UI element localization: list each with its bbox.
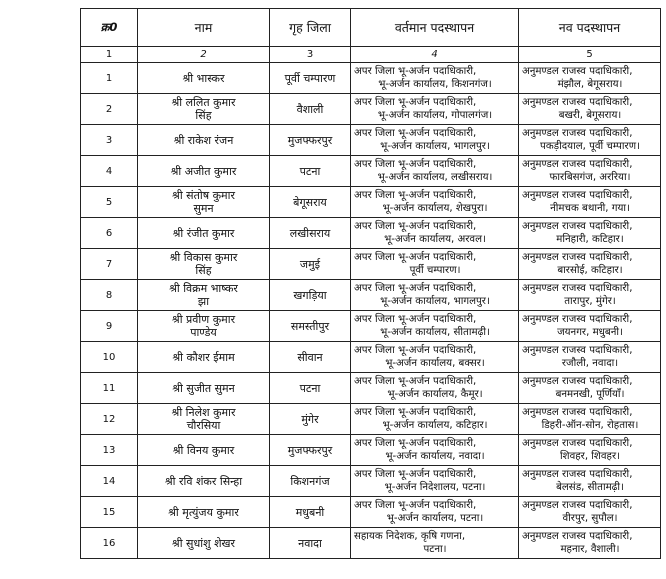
current-posting-line: अपर जिला भू-अर्जन पदाधिकारी, [354, 438, 477, 449]
table-row [81, 342, 661, 373]
new-posting-line: अनुमण्डल राजस्व पदाधिकारी, [522, 469, 633, 480]
current-posting-cell [351, 94, 519, 125]
current-posting-line: पूर्वी चम्पारण। [409, 265, 461, 276]
name-line: श्री मृत्युंजय कुमार [168, 505, 239, 519]
name-cell [138, 497, 270, 528]
serial-cell: 15 [81, 497, 138, 528]
serial-cell: 16 [81, 528, 138, 559]
new-posting-line: अनुमण्डल राजस्व पदाधिकारी, [522, 221, 633, 232]
column-number: 3 [270, 47, 351, 63]
new-posting-cell [519, 528, 661, 559]
name-line: श्री निलेश कुमार [171, 406, 236, 419]
home-district-cell: सीवान [270, 342, 351, 373]
current-posting-cell [351, 311, 519, 342]
new-posting-line: अनुमण्डल राजस्व पदाधिकारी, [522, 97, 633, 108]
serial-cell: 7 [81, 249, 138, 280]
new-posting-cell [519, 249, 661, 280]
current-posting-cell [351, 218, 519, 249]
new-posting-line: अनुमण्डल राजस्व पदाधिकारी, [522, 407, 633, 418]
current-posting-line: भू-अर्जन कार्यालय, लखीसराय। [377, 172, 493, 183]
current-posting-line: भू-अर्जन निदेशालय, पटना। [384, 482, 486, 493]
current-posting-line: भू-अर्जन कार्यालय, कटिहार। [382, 420, 488, 431]
new-posting-line: अनुमण्डल राजस्व पदाधिकारी, [522, 159, 633, 170]
name-cell [138, 280, 270, 311]
table-row [81, 311, 661, 342]
new-posting-line: शिवहर, शिवहर। [560, 451, 620, 462]
home-district-cell: पटना [270, 373, 351, 404]
table-row [81, 218, 661, 249]
transfer-posting-table [80, 8, 661, 559]
name-line: झा [197, 295, 210, 308]
new-posting-cell [519, 435, 661, 466]
current-posting-line: अपर जिला भू-अर्जन पदाधिकारी, [354, 469, 477, 480]
new-posting-cell [519, 156, 661, 187]
new-posting-line: पकड़ीदयाल, पूर्वी चम्पारण। [540, 141, 640, 152]
new-posting-line: नीमचक बथानी, गया। [550, 203, 630, 214]
home-district-cell: लखीसराय [270, 218, 351, 249]
current-posting-line: पटना। [423, 544, 447, 555]
current-posting-line: भू-अर्जन कार्यालय, कैमूर। [387, 389, 483, 400]
serial-cell: 4 [81, 156, 138, 187]
current-posting-line: अपर जिला भू-अर्जन पदाधिकारी, [354, 190, 477, 201]
current-posting-cell [351, 528, 519, 559]
name-line: श्री रवि शंकर सिन्हा [164, 474, 243, 488]
serial-cell: 6 [81, 218, 138, 249]
new-posting-line: अनुमण्डल राजस्व पदाधिकारी, [522, 345, 633, 356]
current-posting-line: भू-अर्जन कार्यालय, सीतामढ़ी। [380, 327, 490, 338]
column-number-row [81, 47, 661, 63]
serial-cell: 1 [81, 63, 138, 94]
current-posting-cell [351, 404, 519, 435]
home-district-cell: मुजफ्फरपुर [270, 125, 351, 156]
serial-cell: 11 [81, 373, 138, 404]
column-number: 4 [351, 47, 519, 63]
current-posting-cell [351, 435, 519, 466]
home-district-cell: बेगूसराय [270, 187, 351, 218]
current-posting-cell [351, 373, 519, 404]
new-posting-line: अनुमण्डल राजस्व पदाधिकारी, [522, 438, 633, 449]
table-row [81, 156, 661, 187]
home-district-cell: पूर्वी चम्पारण [270, 63, 351, 94]
name-cell [138, 373, 270, 404]
name-cell [138, 342, 270, 373]
current-posting-line: अपर जिला भू-अर्जन पदाधिकारी, [354, 314, 477, 325]
name-cell [138, 125, 270, 156]
current-posting-line: अपर जिला भू-अर्जन पदाधिकारी, [354, 345, 477, 356]
new-posting-line: रजौली, नवादा। [561, 358, 619, 369]
home-district-cell: नवादा [270, 528, 351, 559]
name-cell [138, 466, 270, 497]
name-line: श्री विनय कुमार [172, 443, 235, 457]
serial-cell: 9 [81, 311, 138, 342]
name-cell [138, 63, 270, 94]
name-line: चौरसिया [186, 419, 221, 432]
new-posting-line: अनुमण्डल राजस्व पदाधिकारी, [522, 283, 633, 294]
home-district-cell: पटना [270, 156, 351, 187]
new-posting-line: वीरपुर, सुपौल। [562, 513, 618, 524]
name-line: सुमन [193, 202, 214, 215]
current-posting-cell [351, 342, 519, 373]
name-line: श्री अजीत कुमार [170, 164, 237, 178]
name-line: श्री सुधांशु शेखर [171, 536, 236, 550]
current-posting-line: भू-अर्जन कार्यालय, किशनगंज। [378, 79, 492, 90]
header-current-posting: वर्तमान पदस्थापन [351, 9, 519, 47]
home-district-cell: वैशाली [270, 94, 351, 125]
table-row [81, 497, 661, 528]
header-home-district: गृह जिला [270, 9, 351, 47]
current-posting-line: अपर जिला भू-अर्जन पदाधिकारी, [354, 283, 477, 294]
serial-cell: 12 [81, 404, 138, 435]
serial-cell: 13 [81, 435, 138, 466]
current-posting-line: अपर जिला भू-अर्जन पदाधिकारी, [354, 221, 477, 232]
new-posting-line: अनुमण्डल राजस्व पदाधिकारी, [522, 66, 633, 77]
table-row [81, 528, 661, 559]
table-row [81, 249, 661, 280]
current-posting-cell [351, 497, 519, 528]
new-posting-line: मंझौल, बेगूसराय। [557, 79, 623, 90]
new-posting-line: बखरी, बेगूसराय। [558, 110, 622, 121]
new-posting-line: मनिहारी, कटिहार। [556, 234, 624, 245]
new-posting-cell [519, 187, 661, 218]
name-cell [138, 156, 270, 187]
current-posting-cell [351, 187, 519, 218]
home-district-cell: समस्तीपुर [270, 311, 351, 342]
name-line: श्री रंजीत कुमार [172, 226, 235, 240]
column-number: 5 [519, 47, 661, 63]
name-line: सिंह [195, 109, 212, 122]
home-district-cell: मुंगेर [270, 404, 351, 435]
table-row [81, 404, 661, 435]
new-posting-cell [519, 125, 661, 156]
serial-cell: 2 [81, 94, 138, 125]
header-name: नाम [138, 9, 270, 47]
current-posting-line: अपर जिला भू-अर्जन पदाधिकारी, [354, 500, 477, 511]
name-cell [138, 404, 270, 435]
new-posting-cell [519, 373, 661, 404]
table-body [81, 63, 661, 559]
new-posting-line: महनार, वैशाली। [560, 544, 620, 555]
home-district-cell: मुजफ्फरपुर [270, 435, 351, 466]
table-row [81, 466, 661, 497]
current-posting-line: अपर जिला भू-अर्जन पदाधिकारी, [354, 407, 477, 418]
new-posting-line: अनुमण्डल राजस्व पदाधिकारी, [522, 128, 633, 139]
current-posting-line: अपर जिला भू-अर्जन पदाधिकारी, [354, 159, 477, 170]
current-posting-line: भू-अर्जन कार्यालय, भागलपुर। [380, 141, 490, 152]
name-line: पाण्डेय [190, 326, 217, 339]
current-posting-line: भू-अर्जन कार्यालय, अरवल। [384, 234, 486, 245]
name-cell [138, 218, 270, 249]
current-posting-cell [351, 466, 519, 497]
column-number: 1 [81, 47, 138, 63]
new-posting-line: अनुमण्डल राजस्व पदाधिकारी, [522, 500, 633, 511]
name-line: श्री ललित कुमार [171, 96, 236, 109]
current-posting-cell [351, 125, 519, 156]
home-district-cell: मधुबनी [270, 497, 351, 528]
current-posting-line: अपर जिला भू-अर्जन पदाधिकारी, [354, 252, 477, 263]
name-cell [138, 435, 270, 466]
name-line: श्री कौशर ईमाम [172, 350, 235, 364]
new-posting-cell [519, 280, 661, 311]
new-posting-line: बेलसंड, सीतामढ़ी। [556, 482, 624, 493]
name-line: श्री विकास कुमार [169, 251, 238, 264]
table-row [81, 63, 661, 94]
serial-cell: 3 [81, 125, 138, 156]
new-posting-line: जयनगर, मधुबनी। [557, 327, 623, 338]
new-posting-line: तारापुर, मुंगेर। [564, 296, 616, 307]
table-row [81, 94, 661, 125]
new-posting-line: फारबिसगंज, अररिया। [549, 172, 631, 183]
serial-cell: 14 [81, 466, 138, 497]
name-cell [138, 249, 270, 280]
current-posting-line: भू-अर्जन कार्यालय, शेखपुरा। [382, 203, 488, 214]
home-district-cell: खगड़िया [270, 280, 351, 311]
header-row [81, 9, 661, 47]
current-posting-cell [351, 280, 519, 311]
new-posting-cell [519, 63, 661, 94]
new-posting-line: अनुमण्डल राजस्व पदाधिकारी, [522, 190, 633, 201]
new-posting-line: अनुमण्डल राजस्व पदाधिकारी, [522, 376, 633, 387]
serial-cell: 5 [81, 187, 138, 218]
current-posting-line: अपर जिला भू-अर्जन पदाधिकारी, [354, 128, 477, 139]
current-posting-line: सहायक निदेशक, कृषि गणना, [354, 531, 466, 542]
current-posting-line: भू-अर्जन कार्यालय, गोपालगंज। [377, 110, 493, 121]
current-posting-line: भू-अर्जन कार्यालय, पटना। [386, 513, 484, 524]
current-posting-line: अपर जिला भू-अर्जन पदाधिकारी, [354, 66, 477, 77]
new-posting-cell [519, 218, 661, 249]
new-posting-line: अनुमण्डल राजस्व पदाधिकारी, [522, 531, 633, 542]
new-posting-cell [519, 94, 661, 125]
current-posting-line: भू-अर्जन कार्यालय, भागलपुर। [380, 296, 490, 307]
table-row [81, 373, 661, 404]
new-posting-cell [519, 311, 661, 342]
new-posting-cell [519, 342, 661, 373]
current-posting-cell [351, 63, 519, 94]
name-line: श्री भास्कर [182, 71, 225, 85]
table-row [81, 187, 661, 218]
new-posting-cell [519, 497, 661, 528]
current-posting-cell [351, 249, 519, 280]
current-posting-line: भू-अर्जन कार्यालय, नवादा। [385, 451, 485, 462]
name-cell [138, 187, 270, 218]
header-serial: क्र0 [81, 9, 138, 47]
header-new-posting: नव पदस्थापन [519, 9, 661, 47]
name-cell [138, 94, 270, 125]
table-row [81, 125, 661, 156]
home-district-cell: जमुई [270, 249, 351, 280]
name-line: श्री सुजीत सुमन [172, 381, 235, 395]
name-line: श्री राकेश रंजन [173, 133, 234, 147]
name-cell [138, 311, 270, 342]
serial-cell: 8 [81, 280, 138, 311]
new-posting-line: अनुमण्डल राजस्व पदाधिकारी, [522, 314, 633, 325]
column-number: 2 [138, 47, 270, 63]
home-district-cell: किशनगंज [270, 466, 351, 497]
current-posting-line: अपर जिला भू-अर्जन पदाधिकारी, [354, 97, 477, 108]
name-line: श्री संतोष कुमार [172, 189, 235, 202]
current-posting-cell [351, 156, 519, 187]
name-cell [138, 528, 270, 559]
new-posting-line: बारसोई, कटिहार। [557, 265, 623, 276]
current-posting-line: अपर जिला भू-अर्जन पदाधिकारी, [354, 376, 477, 387]
new-posting-cell [519, 404, 661, 435]
name-line: सिंह [195, 264, 212, 277]
name-line: श्री प्रवीण कुमार [171, 313, 236, 326]
new-posting-cell [519, 466, 661, 497]
new-posting-line: बनमनखी, पूर्णियाँ। [555, 389, 625, 400]
serial-cell: 10 [81, 342, 138, 373]
table-row [81, 280, 661, 311]
new-posting-line: डिहरी-ऑन-सोन, रोहतास। [541, 420, 639, 431]
name-line: श्री विक्रम भाष्कर [169, 282, 238, 295]
table-row [81, 435, 661, 466]
new-posting-line: अनुमण्डल राजस्व पदाधिकारी, [522, 252, 633, 263]
current-posting-line: भू-अर्जन कार्यालय, बक्सर। [385, 358, 485, 369]
